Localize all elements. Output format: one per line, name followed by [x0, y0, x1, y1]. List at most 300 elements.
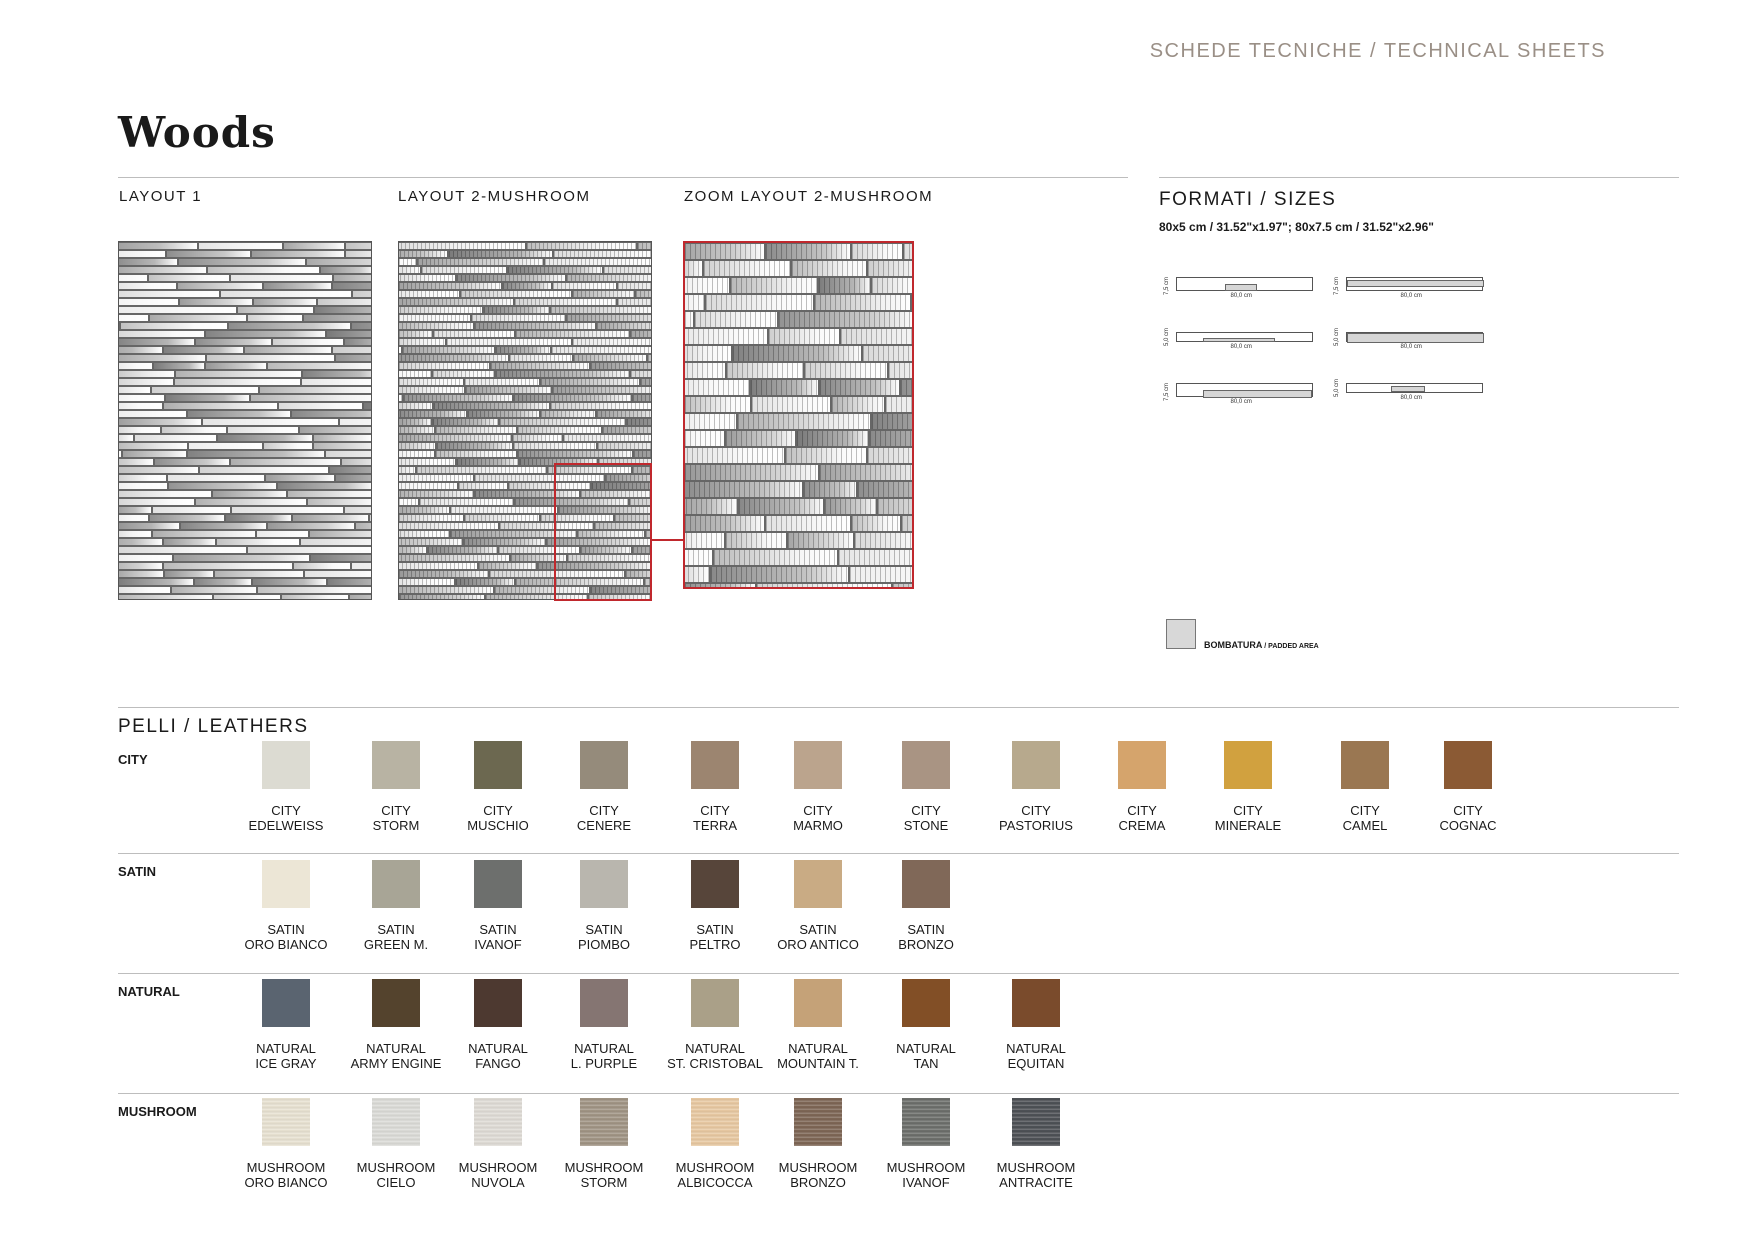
wood-plank [163, 538, 216, 546]
page-title: Woods [118, 108, 276, 157]
wood-plank [345, 250, 372, 258]
wood-plank [683, 311, 694, 328]
wood-plank [818, 277, 871, 294]
wood-plank [683, 328, 768, 345]
wood-plank [483, 306, 550, 314]
wood-plank [398, 242, 526, 250]
wood-plank [149, 314, 247, 322]
wood-plank [227, 426, 299, 434]
wood-plank [345, 242, 372, 250]
wood-plank [202, 418, 339, 426]
format-height-label: 7,5 cm [1164, 382, 1170, 401]
wood-plank [398, 578, 455, 586]
wood-plank [213, 594, 281, 600]
wood-plank [683, 345, 732, 362]
leather-line: CITY [1021, 803, 1051, 818]
wood-plank [421, 266, 507, 274]
leather-line: CITY [911, 803, 941, 818]
wood-plank [118, 482, 168, 490]
wood-plank [259, 386, 372, 394]
wood-plank [683, 515, 765, 532]
leather-swatch [580, 860, 628, 908]
leather-finish: MARMO [793, 818, 843, 833]
wood-plank [398, 330, 433, 338]
wood-plank [640, 378, 652, 386]
wood-plank [463, 538, 546, 546]
header-separator: / [1363, 40, 1384, 62]
wood-plank [194, 578, 252, 586]
wood-plank [398, 522, 499, 530]
leather-swatch-name [443, 803, 553, 833]
leather-finish: STORM [580, 1175, 628, 1190]
wood-plank [118, 570, 164, 578]
wood-plank [478, 562, 537, 570]
wood-plank [398, 410, 467, 418]
leather-finish: ST. CRISTOBAL [667, 1056, 763, 1071]
wood-plank [464, 378, 540, 386]
wood-plank [517, 450, 633, 458]
leather-finish: EDELWEISS [248, 818, 324, 833]
wood-plank [750, 379, 819, 396]
wood-plank [283, 242, 345, 250]
leather-swatch [902, 741, 950, 789]
wood-plank [398, 434, 512, 442]
leather-line: SATIN [696, 922, 734, 937]
wood-plank [195, 338, 272, 346]
header-breadcrumb [1150, 40, 1606, 63]
wood-plank [540, 410, 596, 418]
leather-swatch-name [443, 922, 553, 952]
wood-plank [683, 498, 738, 515]
wood-plank [118, 346, 163, 354]
wood-plank [228, 322, 351, 330]
wood-plank [432, 370, 495, 378]
pelli-title-en: / LEATHERS [177, 716, 309, 737]
wood-plank [291, 410, 372, 418]
wood-plank [683, 362, 726, 379]
wood-plank [272, 338, 344, 346]
leather-finish: FANGO [475, 1056, 521, 1071]
wood-plank [460, 290, 572, 298]
wood-plank [566, 274, 652, 282]
wood-plank [256, 530, 309, 538]
wood-plank [180, 522, 267, 530]
wood-plank [220, 290, 352, 298]
leather-finish: ALBICOCCA [677, 1175, 753, 1190]
leather-line: CITY [271, 803, 301, 818]
leather-swatch [794, 860, 842, 908]
wood-plank [120, 322, 228, 330]
wood-plank [756, 583, 892, 589]
wood-plank [118, 458, 154, 466]
wood-plank [118, 530, 152, 538]
wood-plank [118, 330, 205, 338]
leather-line: MUSHROOM [458, 1160, 538, 1175]
wood-plank [313, 434, 372, 442]
zoom-highlight-box [554, 463, 652, 601]
formati-sizes: 80x5 cm / 31.52"x1.97"; 80x7.5 cm / 31.52"x2.96" [1159, 220, 1434, 234]
leather-row-divider [118, 853, 1679, 854]
leather-finish: IVANOF [474, 937, 522, 952]
wood-plank [398, 530, 450, 538]
wood-plank [163, 402, 278, 410]
leather-swatch [474, 1098, 522, 1146]
wood-plank [302, 370, 372, 378]
wood-plank [118, 298, 179, 306]
wood-plank [436, 442, 513, 450]
leather-line: CITY [803, 803, 833, 818]
wood-plank [710, 566, 849, 583]
leather-line: CITY [1127, 803, 1157, 818]
wood-plank [398, 322, 474, 330]
wood-plank [118, 282, 177, 290]
leather-finish: ORO BIANCO [244, 1175, 328, 1190]
wood-plank [118, 290, 220, 298]
leather-swatch-name [1310, 803, 1420, 833]
wood-plank [335, 474, 372, 482]
leather-line: SATIN [907, 922, 945, 937]
wood-plank [626, 418, 652, 426]
wood-plank [341, 458, 372, 466]
wood-plank [281, 594, 349, 600]
wood-plank [118, 242, 198, 250]
padded-area-legend [1204, 640, 1319, 650]
wood-plank [265, 474, 335, 482]
leather-swatch-name [231, 1160, 341, 1190]
leather-swatch [902, 1098, 950, 1146]
wood-plank [168, 482, 277, 490]
wood-plank [633, 450, 652, 458]
wood-plank [551, 346, 652, 354]
leather-row-divider [118, 973, 1679, 974]
wood-plank [573, 354, 647, 362]
wood-plank [166, 250, 251, 258]
leather-line: CITY [381, 803, 411, 818]
pelli-divider [118, 707, 1679, 708]
leather-swatch [1012, 979, 1060, 1027]
wood-plank [118, 314, 149, 322]
wood-plank [791, 260, 867, 277]
leather-finish: GREEN M. [363, 937, 429, 952]
wood-plank [118, 418, 202, 426]
wood-plank [118, 394, 165, 402]
leather-line: SATIN [267, 922, 305, 937]
leather-line: NATURAL [256, 1041, 316, 1056]
wood-plank [351, 322, 372, 330]
format-height-label: 7,5 cm [1334, 276, 1340, 295]
wood-plank [705, 294, 814, 311]
wood-plank [122, 450, 187, 458]
wood-plank [617, 298, 652, 306]
leather-swatch-name [981, 1041, 1091, 1071]
leather-line: NATURAL [366, 1041, 426, 1056]
wood-plank [514, 298, 617, 306]
wood-plank [877, 498, 914, 515]
wood-plank [399, 594, 485, 600]
wood-plank [398, 386, 465, 394]
wood-plank [179, 298, 253, 306]
wood-plank [456, 458, 519, 466]
leather-finish: EQUITAN [1007, 1056, 1065, 1071]
leather-row-divider [118, 1093, 1679, 1094]
wood-plank [427, 546, 498, 554]
leather-swatch [474, 741, 522, 789]
header-it: SCHEDE TECNICHE [1149, 40, 1363, 62]
legend-label: BOMBATURA [1204, 640, 1263, 650]
wood-plank [118, 378, 174, 386]
wood-plank [247, 546, 372, 554]
wood-plank [572, 290, 635, 298]
wood-plank [118, 538, 163, 546]
leather-finish: PASTORIUS [999, 818, 1073, 833]
wood-plank [550, 306, 652, 314]
plank-format-diagram [1346, 332, 1483, 342]
pelli-title [118, 716, 309, 738]
wood-plank [456, 274, 566, 282]
leather-finish: TAN [913, 1056, 939, 1071]
wood-plank [398, 482, 458, 490]
wood-plank [398, 538, 463, 546]
wood-plank [300, 538, 372, 546]
wood-plank [329, 466, 372, 474]
leather-finish: MUSCHIO [467, 818, 529, 833]
wood-plank [398, 266, 421, 274]
zoom-layout-label: ZOOM LAYOUT 2-MUSHROOM [684, 188, 934, 205]
wood-plank [173, 554, 310, 562]
wood-plank [526, 242, 637, 250]
wood-plank [118, 442, 188, 450]
leather-swatch-name [660, 1160, 770, 1190]
wood-plank [630, 370, 652, 378]
leather-swatch [1224, 741, 1272, 789]
plank-format-diagram [1176, 383, 1313, 397]
format-height-label: 5,0 cm [1334, 327, 1340, 346]
wood-plank [490, 362, 590, 370]
wood-plank [398, 546, 427, 554]
leather-swatch [372, 741, 420, 789]
leather-swatch-name [549, 1041, 659, 1071]
wood-plank [310, 554, 372, 562]
leather-swatch-name [341, 1041, 451, 1071]
leather-finish: ORO ANTICO [777, 937, 859, 952]
wood-plank [603, 266, 652, 274]
wood-plank [118, 434, 134, 442]
wood-plank [572, 338, 652, 346]
wood-plank [765, 243, 851, 260]
formati-divider [1159, 177, 1679, 178]
leather-line: CITY [700, 803, 730, 818]
wood-plank [499, 418, 626, 426]
leather-swatch [262, 860, 310, 908]
leather-swatch [372, 1098, 420, 1146]
wood-plank [118, 594, 213, 600]
leather-swatch [580, 979, 628, 1027]
wood-plank [333, 274, 372, 282]
wood-plank [854, 532, 914, 549]
wood-plank [207, 266, 320, 274]
leather-line: MUSHROOM [886, 1160, 966, 1175]
wood-plank [435, 450, 517, 458]
leather-line: NATURAL [896, 1041, 956, 1056]
wood-plank [257, 586, 372, 594]
wood-plank [398, 354, 509, 362]
wood-plank [118, 370, 175, 378]
wood-plank [398, 306, 483, 314]
wood-plank [306, 258, 372, 266]
leather-swatch-name [1413, 803, 1523, 833]
wood-plank [867, 260, 914, 277]
wood-plank [703, 260, 791, 277]
wood-plank [419, 498, 514, 506]
wood-plank [118, 354, 206, 362]
leather-finish: ORO BIANCO [244, 937, 328, 952]
wood-plank [474, 322, 596, 330]
leather-line: NATURAL [574, 1041, 634, 1056]
wood-plank [495, 370, 630, 378]
leather-line: MUSHROOM [356, 1160, 436, 1175]
wood-plank [713, 549, 838, 566]
leather-swatch [1012, 1098, 1060, 1146]
leather-line: MUSHROOM [564, 1160, 644, 1175]
wood-plank [517, 426, 602, 434]
wood-plank [277, 482, 372, 490]
leather-swatch [691, 979, 739, 1027]
leather-line: CITY [483, 803, 513, 818]
padded-area [1225, 284, 1257, 291]
format-width-label: 80,0 cm [1230, 399, 1252, 405]
wood-plank [154, 458, 230, 466]
header-en: TECHNICAL SHEETS [1383, 40, 1606, 62]
wood-plank [647, 354, 652, 362]
wood-plank [164, 570, 214, 578]
leather-row-label: NATURAL [118, 984, 180, 999]
leather-finish: IVANOF [902, 1175, 950, 1190]
wood-plank [751, 396, 831, 413]
wood-plank [198, 242, 283, 250]
wood-plank [630, 330, 652, 338]
leather-line: CITY [589, 803, 619, 818]
wood-plank [901, 515, 914, 532]
wood-plank [867, 447, 914, 464]
wood-plank [293, 562, 351, 570]
wood-plank [118, 266, 207, 274]
wood-plank [398, 458, 456, 466]
wood-plank [597, 442, 652, 450]
leather-swatch [902, 860, 950, 908]
wood-plank [244, 346, 332, 354]
wood-plank [683, 379, 750, 396]
wood-plank [287, 490, 372, 498]
wood-plank [332, 346, 372, 354]
leather-swatch [1118, 741, 1166, 789]
wood-plank [871, 277, 914, 294]
leather-swatch [902, 979, 950, 1027]
wood-plank [683, 413, 737, 430]
wood-plank [637, 242, 652, 250]
wood-plank [515, 330, 630, 338]
wood-plank [550, 402, 652, 410]
leather-swatch [1012, 741, 1060, 789]
leather-swatch-name [660, 803, 770, 833]
wood-plank [849, 566, 914, 583]
wood-plank [495, 346, 551, 354]
leather-swatch [580, 1098, 628, 1146]
leather-swatch-name [660, 922, 770, 952]
leather-finish: PELTRO [689, 937, 741, 952]
wood-plank [171, 586, 257, 594]
wood-plank [888, 362, 914, 379]
wood-plank [450, 506, 558, 514]
leather-swatch [580, 741, 628, 789]
leather-line: SATIN [799, 922, 837, 937]
leather-finish: L. PURPLE [570, 1056, 638, 1071]
wood-plank [231, 506, 344, 514]
wood-plank [831, 396, 885, 413]
wood-plank [602, 426, 652, 434]
wood-plank [304, 570, 372, 578]
wood-plank [446, 338, 572, 346]
leather-swatch [262, 979, 310, 1027]
wood-plank [435, 426, 517, 434]
leather-finish: TERRA [692, 818, 738, 833]
leather-swatch-name [1087, 803, 1197, 833]
wood-plank [251, 250, 345, 258]
format-height-label: 7,5 cm [1164, 276, 1170, 295]
wood-plank [725, 430, 796, 447]
formati-title-en: / SIZES [1253, 189, 1337, 210]
wood-plank [885, 396, 914, 413]
wood-plank [903, 243, 914, 260]
wood-plank [263, 282, 332, 290]
wood-plank [765, 515, 851, 532]
leather-finish: CENERE [576, 818, 632, 833]
wood-plank [796, 430, 869, 447]
wood-plank [118, 338, 195, 346]
wood-plank [398, 274, 456, 282]
wood-plank [216, 538, 300, 546]
layout2-label: LAYOUT 2-MUSHROOM [398, 188, 591, 205]
legend-label-en: PADDED AREA [1268, 643, 1319, 650]
wood-plank [732, 345, 862, 362]
format-width-label: 80,0 cm [1400, 293, 1422, 299]
wood-plank [149, 514, 225, 522]
wood-plank [398, 498, 419, 506]
wood-plank [433, 402, 550, 410]
leather-line: MUSHROOM [996, 1160, 1076, 1175]
wood-plank [467, 410, 540, 418]
wood-plank [403, 394, 513, 402]
wood-plank [118, 522, 180, 530]
wood-plank [851, 243, 903, 260]
wood-plank [309, 530, 372, 538]
wood-plank [177, 282, 263, 290]
leather-swatch-name [871, 1160, 981, 1190]
leather-swatch [262, 1098, 310, 1146]
wood-plank [369, 514, 372, 522]
wood-plank [857, 481, 914, 498]
format-height-label: 5,0 cm [1334, 378, 1340, 397]
wood-plank [596, 410, 652, 418]
wood-plank [824, 498, 877, 515]
wood-plank [683, 260, 703, 277]
layout1-label: LAYOUT 1 [119, 188, 203, 205]
wood-plank [513, 394, 632, 402]
leather-line: MUSHROOM [246, 1160, 326, 1175]
wood-plank [118, 426, 161, 434]
layout-divider [118, 177, 1128, 178]
wood-plank [398, 450, 435, 458]
leather-swatch [372, 979, 420, 1027]
